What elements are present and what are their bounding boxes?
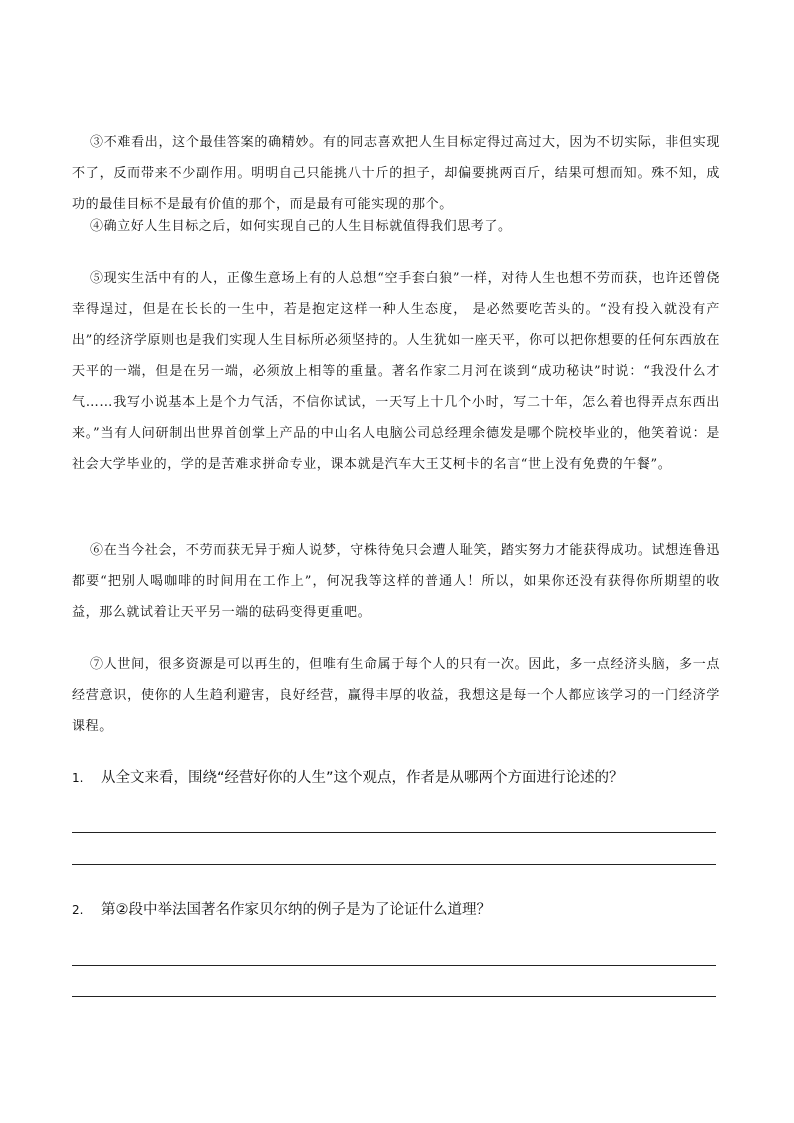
question-number: 1. xyxy=(72,771,84,785)
answer-line[interactable] xyxy=(72,965,716,966)
question-2 xyxy=(72,899,720,921)
answer-line[interactable] xyxy=(72,864,716,865)
paragraph-4: ④确立好人生目标之后，如何实现自己的人生目标就值得我们思考了。 xyxy=(90,219,512,234)
question-text: 第②段中举法国著名作家贝尔纳的例子是为了论证什么道理？ xyxy=(101,902,491,918)
question-1 xyxy=(72,767,720,789)
question-number: 2. xyxy=(72,903,84,917)
paragraph-5: ⑤现实生活中有的人，正像生意场上有的人总想“空手套白狼”一样，对待人生也想不劳而获，也许还曾侥幸得逞过，但是在长长的一生中，若是抱定这样一种人生态度， 是必然要吃苦头的。“没有投入就没有产出”的经济学原则也是我们实现人生目标所必须坚持的。人生犹如一座天平，你可以把你想要的任何东西放在天平的一端，但是在另一端，必须放上相等的重量。著名作家二月河在谈到“成功秘诀”时说：“我没什么才气……我写小说基本上是个力气活，不信你试试，一天写上十几个小时，写二十年，怎么着也得弄点东西出来。”当有人问研制出世界首创掌上产品的中山名人电脑公司总经理余德发是哪个院校毕业的，他笑着说：是社会大学毕业的，学的是苦难求拼命专业，课本就是汽车大王艾柯卡的名言“世上没有免费的午餐”。 xyxy=(72,271,720,472)
paragraph-7: ⑦人世间，很多资源是可以再生的，但唯有生命属于每个人的只有一次。因此，多一点经济头脑，多一点经营意识，使你的人生趋利避害，良好经营，赢得丰厚的收益，我想这是每一个人都应该学习的一门经济学课程。 xyxy=(72,657,720,734)
question-text: 从全文来看，围绕“经营好你的人生”这个观点，作者是从哪两个方面进行论述的？ xyxy=(101,770,624,786)
answer-line[interactable] xyxy=(72,996,716,997)
answer-line[interactable] xyxy=(72,832,716,833)
paragraph-6: ⑥在当今社会，不劳而获无异于痴人说梦，守株待兔只会遭人耻笑，踏实努力才能获得成功。试想连鲁迅都要“把别人喝咖啡的时间用在工作上”，何况我等这样的普通人！所以，如果你还没有获得你所期望的收益，那么就试着让天平另一端的砝码变得更重吧。 xyxy=(72,543,720,620)
paragraph-3: ③不难看出，这个最佳答案的确精妙。有的同志喜欢把人生目标定得过高过大，因为不切实际，非但实现不了，反而带来不少副作用。明明自己只能挑八十斤的担子，却偏要挑两百斤，结果可想而知。殊不知，成功的最佳目标不是最有价值的那个，而是最有可能实现的那个。 xyxy=(72,135,720,212)
